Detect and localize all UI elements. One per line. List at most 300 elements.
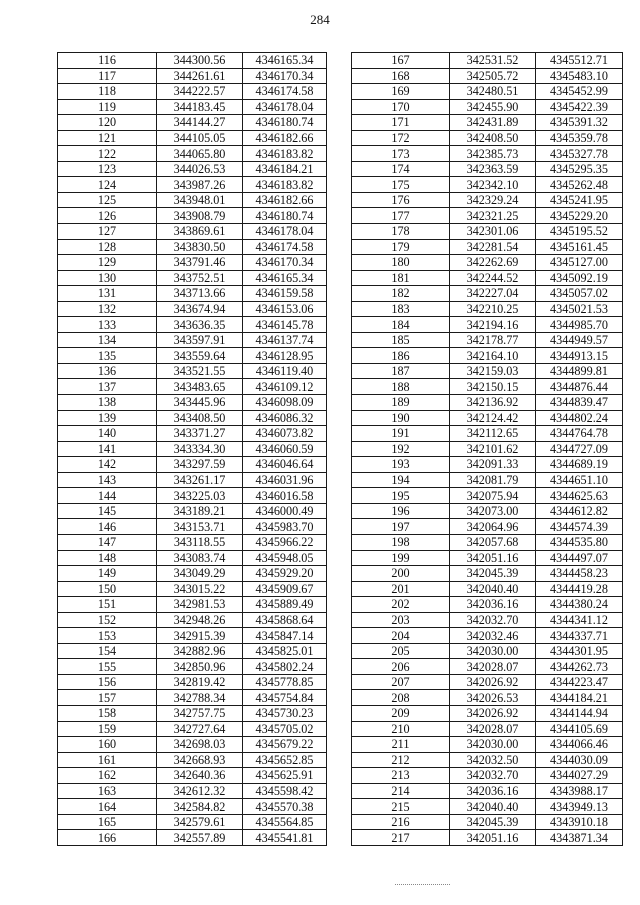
y-coordinate-cell: 4346060.59 [243, 441, 327, 457]
table-row [58, 519, 327, 535]
table-row [58, 830, 327, 846]
x-coordinate-cell: 342301.06 [450, 224, 536, 240]
x-coordinate-cell: 342051.16 [450, 830, 536, 846]
table-row [352, 690, 623, 706]
y-coordinate-cell: 4345802.24 [243, 659, 327, 675]
y-coordinate-cell: 4346178.04 [243, 224, 327, 240]
table-row [352, 519, 623, 535]
table-row [58, 146, 327, 162]
x-coordinate-cell: 343189.21 [157, 503, 243, 519]
x-coordinate-cell: 342091.33 [450, 457, 536, 473]
y-coordinate-cell: 4346086.32 [243, 410, 327, 426]
table-row [58, 752, 327, 768]
table-row [58, 395, 327, 411]
y-coordinate-cell: 4345092.19 [536, 270, 623, 286]
point-number-cell: 211 [352, 737, 450, 753]
point-number-cell: 137 [58, 379, 157, 395]
y-coordinate-cell: 4344625.63 [536, 488, 623, 504]
table-row [58, 53, 327, 69]
point-number-cell: 178 [352, 224, 450, 240]
y-coordinate-cell: 4345195.52 [536, 224, 623, 240]
point-number-cell: 197 [352, 519, 450, 535]
x-coordinate-cell: 342124.42 [450, 410, 536, 426]
x-coordinate-cell: 342030.00 [450, 643, 536, 659]
point-number-cell: 171 [352, 115, 450, 131]
table-row [352, 814, 623, 830]
point-number-cell: 121 [58, 130, 157, 146]
y-coordinate-cell: 4346016.58 [243, 488, 327, 504]
table-row [58, 721, 327, 737]
point-number-cell: 216 [352, 814, 450, 830]
y-coordinate-cell: 4345948.05 [243, 550, 327, 566]
table-row [352, 363, 623, 379]
table-row [58, 130, 327, 146]
y-coordinate-cell: 4344458.23 [536, 566, 623, 582]
x-coordinate-cell: 342227.04 [450, 286, 536, 302]
point-number-cell: 215 [352, 799, 450, 815]
table-row [352, 752, 623, 768]
table-row [352, 332, 623, 348]
x-coordinate-cell: 343408.50 [157, 410, 243, 426]
point-number-cell: 143 [58, 472, 157, 488]
x-coordinate-cell: 344065.80 [157, 146, 243, 162]
y-coordinate-cell: 4344612.82 [536, 503, 623, 519]
x-coordinate-cell: 343987.26 [157, 177, 243, 193]
x-coordinate-cell: 343083.74 [157, 550, 243, 566]
y-coordinate-cell: 4345422.39 [536, 99, 623, 115]
point-number-cell: 161 [58, 752, 157, 768]
table-row [58, 705, 327, 721]
y-coordinate-cell: 4346180.74 [243, 115, 327, 131]
x-coordinate-cell: 342363.59 [450, 161, 536, 177]
point-number-cell: 205 [352, 643, 450, 659]
table-row [58, 550, 327, 566]
x-coordinate-cell: 342045.39 [450, 566, 536, 582]
y-coordinate-cell: 4346098.09 [243, 395, 327, 411]
point-number-cell: 203 [352, 612, 450, 628]
x-coordinate-cell: 342480.51 [450, 84, 536, 100]
x-coordinate-cell: 342051.16 [450, 550, 536, 566]
point-number-cell: 199 [352, 550, 450, 566]
point-number-cell: 177 [352, 208, 450, 224]
table-row [58, 472, 327, 488]
y-coordinate-cell: 4343988.17 [536, 783, 623, 799]
table-row [352, 830, 623, 846]
x-coordinate-cell: 342431.89 [450, 115, 536, 131]
y-coordinate-cell: 4344027.29 [536, 768, 623, 784]
point-number-cell: 136 [58, 363, 157, 379]
x-coordinate-cell: 343521.55 [157, 363, 243, 379]
point-number-cell: 198 [352, 534, 450, 550]
x-coordinate-cell: 342850.96 [157, 659, 243, 675]
table-row [58, 488, 327, 504]
table-row [58, 379, 327, 395]
page-number: 284 [310, 12, 330, 27]
x-coordinate-cell: 342057.68 [450, 534, 536, 550]
table-row [352, 566, 623, 582]
point-number-cell: 133 [58, 317, 157, 333]
table-row [352, 130, 623, 146]
point-number-cell: 210 [352, 721, 450, 737]
x-coordinate-cell: 342329.24 [450, 192, 536, 208]
y-coordinate-cell: 4344651.10 [536, 472, 623, 488]
table-row [58, 597, 327, 613]
point-number-cell: 167 [352, 53, 450, 69]
point-number-cell: 187 [352, 363, 450, 379]
table-row [58, 224, 327, 240]
point-number-cell: 186 [352, 348, 450, 364]
y-coordinate-cell: 4344689.19 [536, 457, 623, 473]
y-coordinate-cell: 4346137.74 [243, 332, 327, 348]
y-coordinate-cell: 4344839.47 [536, 395, 623, 411]
table-row [58, 612, 327, 628]
point-number-cell: 128 [58, 239, 157, 255]
y-coordinate-cell: 4346174.58 [243, 239, 327, 255]
y-coordinate-cell: 4345359.78 [536, 130, 623, 146]
table-row [58, 255, 327, 271]
x-coordinate-cell: 342032.70 [450, 612, 536, 628]
x-coordinate-cell: 343371.27 [157, 426, 243, 442]
y-coordinate-cell: 4345983.70 [243, 519, 327, 535]
table-row [352, 348, 623, 364]
y-coordinate-cell: 4344144.94 [536, 705, 623, 721]
point-number-cell: 166 [58, 830, 157, 846]
table-row [352, 674, 623, 690]
y-coordinate-cell: 4346165.34 [243, 270, 327, 286]
table-row [58, 301, 327, 317]
point-number-cell: 180 [352, 255, 450, 271]
table-row [58, 84, 327, 100]
point-number-cell: 150 [58, 581, 157, 597]
y-coordinate-cell: 4345909.67 [243, 581, 327, 597]
table-row [352, 612, 623, 628]
y-coordinate-cell: 4346159.58 [243, 286, 327, 302]
x-coordinate-cell: 342262.69 [450, 255, 536, 271]
y-coordinate-cell: 4344899.81 [536, 363, 623, 379]
y-coordinate-cell: 4346119.40 [243, 363, 327, 379]
point-number-cell: 120 [58, 115, 157, 131]
point-number-cell: 192 [352, 441, 450, 457]
table-row [352, 255, 623, 271]
point-number-cell: 193 [352, 457, 450, 473]
point-number-cell: 124 [58, 177, 157, 193]
x-coordinate-cell: 342531.52 [450, 53, 536, 69]
table-row [58, 208, 327, 224]
y-coordinate-cell: 4345730.23 [243, 705, 327, 721]
table-row [58, 115, 327, 131]
x-coordinate-cell: 343049.29 [157, 566, 243, 582]
point-number-cell: 152 [58, 612, 157, 628]
table-row [58, 286, 327, 302]
y-coordinate-cell: 4344764.78 [536, 426, 623, 442]
point-number-cell: 145 [58, 503, 157, 519]
table-row [58, 426, 327, 442]
y-coordinate-cell: 4344184.21 [536, 690, 623, 706]
x-coordinate-cell: 342026.92 [450, 705, 536, 721]
point-number-cell: 182 [352, 286, 450, 302]
y-coordinate-cell: 4345868.64 [243, 612, 327, 628]
y-coordinate-cell: 4344574.39 [536, 519, 623, 535]
table-row [352, 597, 623, 613]
x-coordinate-cell: 342342.10 [450, 177, 536, 193]
x-coordinate-cell: 343334.30 [157, 441, 243, 457]
point-number-cell: 208 [352, 690, 450, 706]
table-row [352, 628, 623, 644]
y-coordinate-cell: 4346000.49 [243, 503, 327, 519]
x-coordinate-cell: 342505.72 [450, 68, 536, 84]
point-number-cell: 206 [352, 659, 450, 675]
table-row [352, 643, 623, 659]
y-coordinate-cell: 4344380.24 [536, 597, 623, 613]
table-row [58, 566, 327, 582]
y-coordinate-cell: 4346174.58 [243, 84, 327, 100]
table-row [352, 410, 623, 426]
y-coordinate-cell: 4345705.02 [243, 721, 327, 737]
table-row [58, 457, 327, 473]
table-row [58, 534, 327, 550]
y-coordinate-cell: 4345512.71 [536, 53, 623, 69]
table-row [352, 68, 623, 84]
point-number-cell: 207 [352, 674, 450, 690]
y-coordinate-cell: 4346178.04 [243, 99, 327, 115]
x-coordinate-cell: 342981.53 [157, 597, 243, 613]
x-coordinate-cell: 342584.82 [157, 799, 243, 815]
table-row [352, 768, 623, 784]
point-number-cell: 190 [352, 410, 450, 426]
table-row [352, 721, 623, 737]
table-row [352, 115, 623, 131]
x-coordinate-cell: 343674.94 [157, 301, 243, 317]
y-coordinate-cell: 4345889.49 [243, 597, 327, 613]
table-row [58, 99, 327, 115]
table-row [58, 317, 327, 333]
point-number-cell: 195 [352, 488, 450, 504]
x-coordinate-cell: 343908.79 [157, 208, 243, 224]
y-coordinate-cell: 4346073.82 [243, 426, 327, 442]
x-coordinate-cell: 342101.62 [450, 441, 536, 457]
y-coordinate-cell: 4345127.00 [536, 255, 623, 271]
x-coordinate-cell: 342036.16 [450, 783, 536, 799]
y-coordinate-cell: 4346128.95 [243, 348, 327, 364]
y-coordinate-cell: 4345754.84 [243, 690, 327, 706]
point-number-cell: 170 [352, 99, 450, 115]
table-row [352, 379, 623, 395]
table-row [352, 192, 623, 208]
point-number-cell: 132 [58, 301, 157, 317]
table-row [352, 177, 623, 193]
y-coordinate-cell: 4345483.10 [536, 68, 623, 84]
y-coordinate-cell: 4345161.45 [536, 239, 623, 255]
y-coordinate-cell: 4345825.01 [243, 643, 327, 659]
x-coordinate-cell: 342040.40 [450, 799, 536, 815]
point-number-cell: 191 [352, 426, 450, 442]
y-coordinate-cell: 4346165.34 [243, 53, 327, 69]
point-number-cell: 117 [58, 68, 157, 84]
point-number-cell: 175 [352, 177, 450, 193]
y-coordinate-cell: 4345021.53 [536, 301, 623, 317]
point-number-cell: 183 [352, 301, 450, 317]
table-row [352, 161, 623, 177]
x-coordinate-cell: 342915.39 [157, 628, 243, 644]
table-row [352, 146, 623, 162]
table-row [352, 441, 623, 457]
table-row [58, 192, 327, 208]
point-number-cell: 196 [352, 503, 450, 519]
y-coordinate-cell: 4346170.34 [243, 68, 327, 84]
y-coordinate-cell: 4346046.64 [243, 457, 327, 473]
x-coordinate-cell: 342579.61 [157, 814, 243, 830]
y-coordinate-cell: 4345452.99 [536, 84, 623, 100]
x-coordinate-cell: 342698.03 [157, 737, 243, 753]
x-coordinate-cell: 342040.40 [450, 581, 536, 597]
point-number-cell: 123 [58, 161, 157, 177]
point-number-cell: 127 [58, 224, 157, 240]
y-coordinate-cell: 4346153.06 [243, 301, 327, 317]
y-coordinate-cell: 4344030.09 [536, 752, 623, 768]
point-number-cell: 144 [58, 488, 157, 504]
point-number-cell: 202 [352, 597, 450, 613]
table-row [352, 317, 623, 333]
point-number-cell: 119 [58, 99, 157, 115]
point-number-cell: 126 [58, 208, 157, 224]
point-number-cell: 189 [352, 395, 450, 411]
x-coordinate-cell: 342819.42 [157, 674, 243, 690]
x-coordinate-cell: 343791.46 [157, 255, 243, 271]
table-row [58, 768, 327, 784]
table-row [352, 395, 623, 411]
x-coordinate-cell: 342321.25 [450, 208, 536, 224]
x-coordinate-cell: 343118.55 [157, 534, 243, 550]
table-row [352, 472, 623, 488]
x-coordinate-cell: 342408.50 [450, 130, 536, 146]
y-coordinate-cell: 4345229.20 [536, 208, 623, 224]
point-number-cell: 200 [352, 566, 450, 582]
point-number-cell: 149 [58, 566, 157, 582]
coordinates-table-right [351, 52, 623, 846]
table-row [352, 705, 623, 721]
footer-divider [395, 884, 450, 885]
y-coordinate-cell: 4345966.22 [243, 534, 327, 550]
y-coordinate-cell: 4346183.82 [243, 146, 327, 162]
y-coordinate-cell: 4345598.42 [243, 783, 327, 799]
point-number-cell: 155 [58, 659, 157, 675]
table-row [58, 799, 327, 815]
table-row [352, 737, 623, 753]
x-coordinate-cell: 342640.36 [157, 768, 243, 784]
x-coordinate-cell: 342032.50 [450, 752, 536, 768]
x-coordinate-cell: 342028.07 [450, 721, 536, 737]
y-coordinate-cell: 4344066.46 [536, 737, 623, 753]
x-coordinate-cell: 343483.65 [157, 379, 243, 395]
x-coordinate-cell: 342081.79 [450, 472, 536, 488]
y-coordinate-cell: 4344262.73 [536, 659, 623, 675]
point-number-cell: 179 [352, 239, 450, 255]
y-coordinate-cell: 4344337.71 [536, 628, 623, 644]
table-row [352, 659, 623, 675]
table-row [58, 270, 327, 286]
table-row [352, 488, 623, 504]
x-coordinate-cell: 342455.90 [450, 99, 536, 115]
table-row [352, 239, 623, 255]
x-coordinate-cell: 342028.07 [450, 659, 536, 675]
table-row [58, 363, 327, 379]
table-row [58, 503, 327, 519]
point-number-cell: 138 [58, 395, 157, 411]
x-coordinate-cell: 343297.59 [157, 457, 243, 473]
point-number-cell: 147 [58, 534, 157, 550]
table-row [352, 84, 623, 100]
table-row [352, 224, 623, 240]
x-coordinate-cell: 342612.32 [157, 783, 243, 799]
x-coordinate-cell: 344183.45 [157, 99, 243, 115]
table-row [352, 99, 623, 115]
x-coordinate-cell: 342281.54 [450, 239, 536, 255]
x-coordinate-cell: 344300.56 [157, 53, 243, 69]
x-coordinate-cell: 342882.96 [157, 643, 243, 659]
point-number-cell: 204 [352, 628, 450, 644]
table-row [58, 348, 327, 364]
point-number-cell: 139 [58, 410, 157, 426]
table-row [58, 239, 327, 255]
point-number-cell: 162 [58, 768, 157, 784]
y-coordinate-cell: 4345652.85 [243, 752, 327, 768]
x-coordinate-cell: 344222.57 [157, 84, 243, 100]
table-row [352, 53, 623, 69]
x-coordinate-cell: 342727.64 [157, 721, 243, 737]
table-row [58, 410, 327, 426]
y-coordinate-cell: 4344419.28 [536, 581, 623, 597]
y-coordinate-cell: 4345625.91 [243, 768, 327, 784]
x-coordinate-cell: 342668.93 [157, 752, 243, 768]
table-row [58, 643, 327, 659]
x-coordinate-cell: 342036.16 [450, 597, 536, 613]
point-number-cell: 148 [58, 550, 157, 566]
point-number-cell: 140 [58, 426, 157, 442]
x-coordinate-cell: 344026.53 [157, 161, 243, 177]
y-coordinate-cell: 4346170.34 [243, 255, 327, 271]
point-number-cell: 131 [58, 286, 157, 302]
point-number-cell: 214 [352, 783, 450, 799]
point-number-cell: 159 [58, 721, 157, 737]
table-row [58, 441, 327, 457]
y-coordinate-cell: 4345570.38 [243, 799, 327, 815]
x-coordinate-cell: 342757.75 [157, 705, 243, 721]
y-coordinate-cell: 4344876.44 [536, 379, 623, 395]
point-number-cell: 160 [58, 737, 157, 753]
point-number-cell: 116 [58, 53, 157, 69]
x-coordinate-cell: 344144.27 [157, 115, 243, 131]
table-row [58, 581, 327, 597]
y-coordinate-cell: 4345262.48 [536, 177, 623, 193]
coordinates-table-left [57, 52, 327, 846]
x-coordinate-cell: 343869.61 [157, 224, 243, 240]
table-row [352, 799, 623, 815]
table-row [352, 550, 623, 566]
y-coordinate-cell: 4345778.85 [243, 674, 327, 690]
point-number-cell: 164 [58, 799, 157, 815]
point-number-cell: 142 [58, 457, 157, 473]
point-number-cell: 181 [352, 270, 450, 286]
y-coordinate-cell: 4345679.22 [243, 737, 327, 753]
point-number-cell: 212 [352, 752, 450, 768]
x-coordinate-cell: 343153.71 [157, 519, 243, 535]
table-row [352, 286, 623, 302]
point-number-cell: 118 [58, 84, 157, 100]
point-number-cell: 188 [352, 379, 450, 395]
table-row [352, 301, 623, 317]
table-row [58, 814, 327, 830]
point-number-cell: 176 [352, 192, 450, 208]
